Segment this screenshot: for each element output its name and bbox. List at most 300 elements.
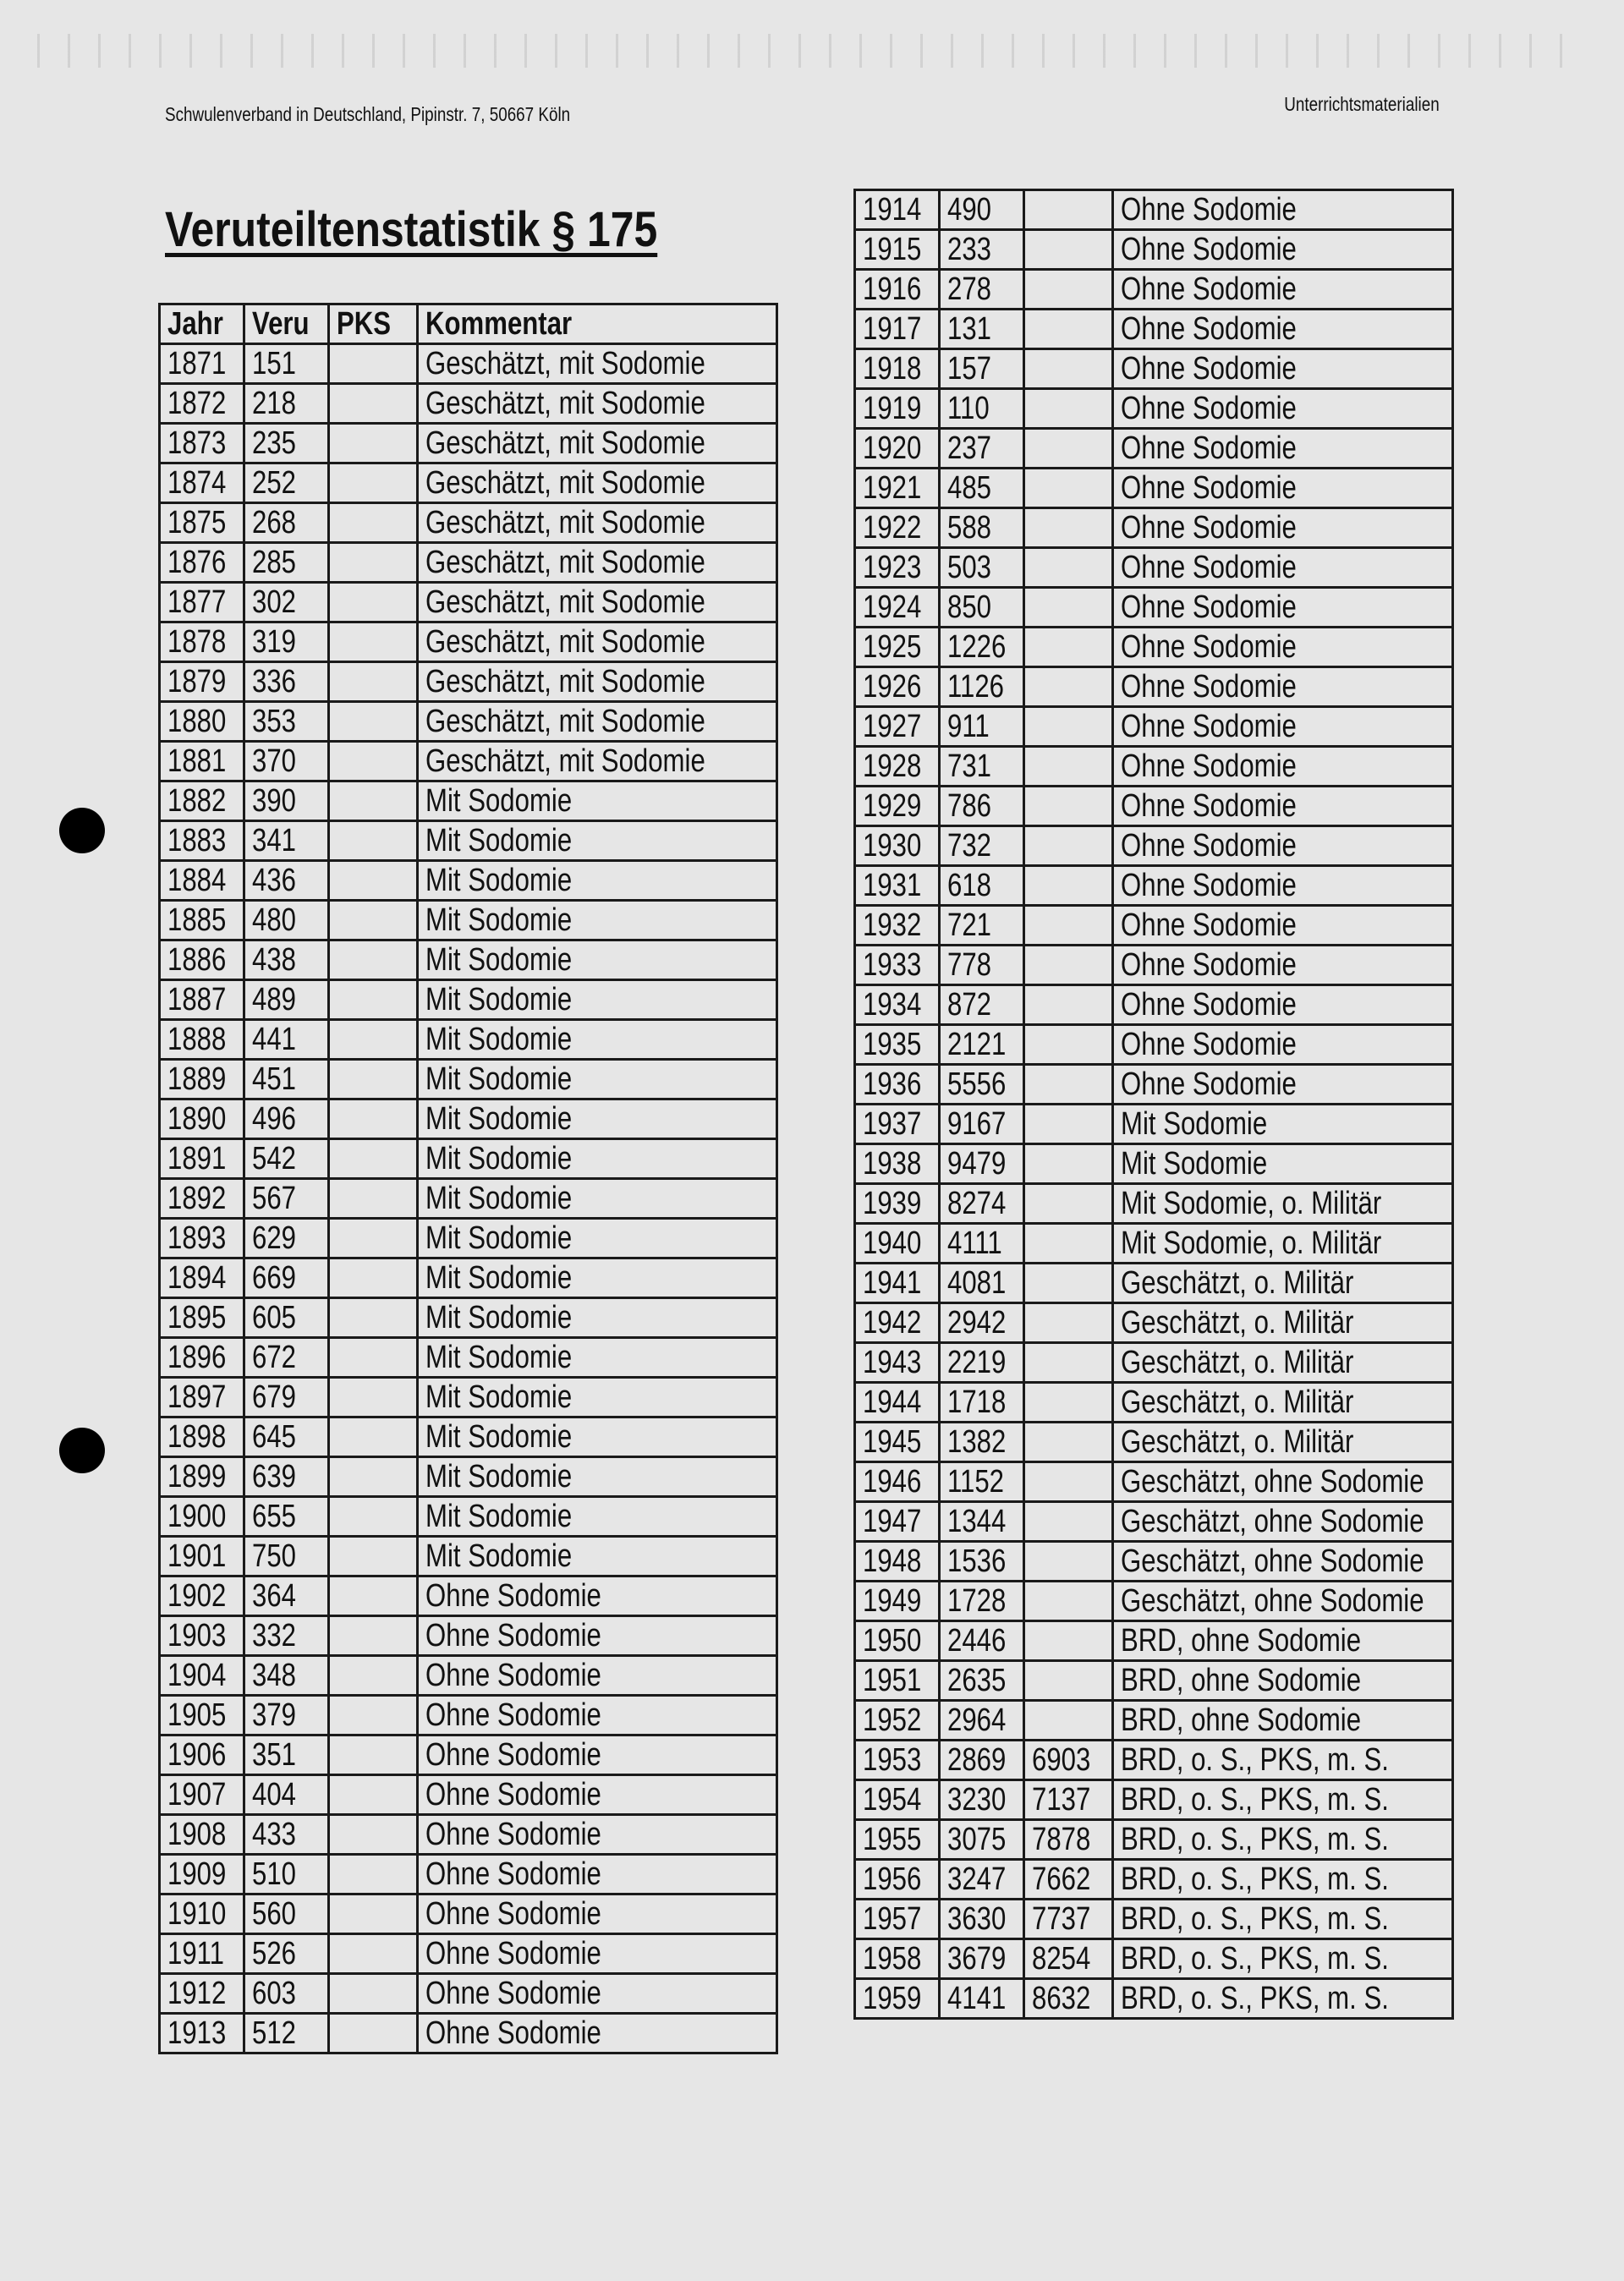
table-row [160, 861, 777, 901]
pks-cell [1024, 1303, 1113, 1343]
kommentar-cell: Mit Sodomie [418, 1060, 777, 1099]
pks-cell [1024, 389, 1113, 429]
table-row [855, 1224, 1453, 1264]
veru-cell: 588 [940, 508, 1024, 548]
kommentar-cell: Ohne Sodomie [1113, 1025, 1453, 1065]
veru-cell: 2446 [940, 1621, 1024, 1661]
kommentar-cell: BRD, o. S., PKS, m. S. [1113, 1860, 1453, 1900]
pks-cell: 8254 [1024, 1939, 1113, 1979]
table-row [160, 1457, 777, 1497]
kommentar-cell: Mit Sodomie [418, 940, 777, 980]
kommentar-cell: BRD, o. S., PKS, m. S. [1113, 1900, 1453, 1939]
pks-cell [1024, 1105, 1113, 1144]
year-cell: 1910 [160, 1894, 244, 1934]
year-cell: 1917 [855, 310, 940, 349]
pks-cell [329, 2014, 418, 2053]
pks-cell [329, 1099, 418, 1139]
year-cell: 1918 [855, 349, 940, 389]
kommentar-cell: Ohne Sodomie [1113, 866, 1453, 906]
veru-cell: 341 [244, 821, 329, 861]
veru-cell: 1718 [940, 1383, 1024, 1423]
table-row [855, 389, 1453, 429]
pks-cell [1024, 747, 1113, 787]
pks-cell [1024, 548, 1113, 588]
veru-cell: 278 [940, 270, 1024, 310]
veru-cell: 512 [244, 2014, 329, 2053]
veru-cell: 672 [244, 1338, 329, 1378]
veru-cell: 1344 [940, 1502, 1024, 1542]
scan-artifact [25, 34, 1582, 68]
table-row [855, 190, 1453, 230]
table-row [855, 270, 1453, 310]
pks-cell [1024, 270, 1113, 310]
veru-cell: 332 [244, 1616, 329, 1656]
pks-cell [1024, 866, 1113, 906]
pks-cell [329, 583, 418, 622]
pks-cell [1024, 628, 1113, 667]
table-row [160, 1537, 777, 1576]
year-cell: 1944 [855, 1383, 940, 1423]
pks-cell [1024, 1502, 1113, 1542]
statistics-table-right [853, 189, 1454, 2020]
kommentar-cell: Mit Sodomie [418, 1020, 777, 1060]
table-row [160, 1378, 777, 1417]
table-row [160, 1298, 777, 1338]
pks-cell [329, 424, 418, 463]
kommentar-cell: Ohne Sodomie [1113, 429, 1453, 469]
year-cell: 1888 [160, 1020, 244, 1060]
year-cell: 1876 [160, 543, 244, 583]
pks-cell [329, 1735, 418, 1775]
veru-cell: 1382 [940, 1423, 1024, 1462]
pks-cell [1024, 1343, 1113, 1383]
year-cell: 1875 [160, 503, 244, 543]
veru-cell: 3075 [940, 1820, 1024, 1860]
veru-cell: 351 [244, 1735, 329, 1775]
year-cell: 1890 [160, 1099, 244, 1139]
table-row [855, 1820, 1453, 1860]
year-cell: 1872 [160, 384, 244, 424]
veru-cell: 451 [244, 1060, 329, 1099]
veru-cell: 489 [244, 980, 329, 1020]
table-row [160, 1417, 777, 1457]
table-row [855, 1423, 1453, 1462]
year-cell: 1957 [855, 1900, 940, 1939]
table-row [160, 1258, 777, 1298]
veru-cell: 655 [244, 1497, 329, 1537]
year-cell: 1942 [855, 1303, 940, 1343]
year-cell: 1931 [855, 866, 940, 906]
pks-cell [329, 1934, 418, 1974]
table-row [160, 1696, 777, 1735]
table-row [160, 742, 777, 781]
pks-cell [1024, 1025, 1113, 1065]
pks-cell [1024, 1661, 1113, 1701]
kommentar-cell: Geschätzt, mit Sodomie [418, 702, 777, 742]
year-cell: 1956 [855, 1860, 940, 1900]
table-row [855, 1661, 1453, 1701]
pks-cell [329, 344, 418, 384]
table-row [855, 1065, 1453, 1105]
year-cell: 1934 [855, 985, 940, 1025]
veru-cell: 503 [940, 548, 1024, 588]
year-cell: 1895 [160, 1298, 244, 1338]
table-row [160, 901, 777, 940]
pks-cell [329, 821, 418, 861]
kommentar-cell: Mit Sodomie [418, 1258, 777, 1298]
kommentar-cell: BRD, o. S., PKS, m. S. [1113, 1939, 1453, 1979]
pks-cell [1024, 906, 1113, 946]
pks-cell [1024, 190, 1113, 230]
year-cell: 1909 [160, 1855, 244, 1894]
kommentar-cell: Ohne Sodomie [1113, 230, 1453, 270]
kommentar-cell: Geschätzt, mit Sodomie [418, 622, 777, 662]
table-row [855, 1780, 1453, 1820]
veru-cell: 1728 [940, 1582, 1024, 1621]
veru-cell: 3679 [940, 1939, 1024, 1979]
table-row [160, 384, 777, 424]
table-row [160, 1735, 777, 1775]
pks-cell [329, 1258, 418, 1298]
pks-cell [329, 1497, 418, 1537]
pks-cell [329, 1417, 418, 1457]
table-row [855, 1979, 1453, 2019]
veru-cell: 218 [244, 384, 329, 424]
kommentar-cell: Mit Sodomie [418, 1338, 777, 1378]
table-row [160, 1974, 777, 2014]
table-row [160, 1020, 777, 1060]
veru-cell: 379 [244, 1696, 329, 1735]
year-cell: 1954 [855, 1780, 940, 1820]
veru-cell: 8274 [940, 1184, 1024, 1224]
veru-cell: 390 [244, 781, 329, 821]
pks-cell [1024, 1462, 1113, 1502]
veru-cell: 348 [244, 1656, 329, 1696]
veru-cell: 302 [244, 583, 329, 622]
veru-cell: 605 [244, 1298, 329, 1338]
pks-cell [1024, 1542, 1113, 1582]
veru-cell: 778 [940, 946, 1024, 985]
kommentar-cell: Ohne Sodomie [418, 1855, 777, 1894]
veru-cell: 252 [244, 463, 329, 503]
table-row [855, 230, 1453, 270]
pks-cell [1024, 429, 1113, 469]
pks-cell [329, 742, 418, 781]
kommentar-cell: Ohne Sodomie [1113, 389, 1453, 429]
year-cell: 1882 [160, 781, 244, 821]
veru-cell: 1226 [940, 628, 1024, 667]
kommentar-cell: Geschätzt, o. Militär [1113, 1423, 1453, 1462]
veru-cell: 526 [244, 1934, 329, 1974]
table-row [855, 707, 1453, 747]
year-cell: 1907 [160, 1775, 244, 1815]
pks-cell [1024, 1065, 1113, 1105]
table-row [855, 1621, 1453, 1661]
year-cell: 1892 [160, 1179, 244, 1219]
veru-cell: 567 [244, 1179, 329, 1219]
pks-cell [329, 384, 418, 424]
pks-cell [329, 1974, 418, 2014]
table-row [160, 1855, 777, 1894]
pks-cell [329, 1338, 418, 1378]
year-cell: 1883 [160, 821, 244, 861]
veru-cell: 4081 [940, 1264, 1024, 1303]
veru-cell: 480 [244, 901, 329, 940]
pks-cell [329, 1775, 418, 1815]
kommentar-cell: Geschätzt, mit Sodomie [418, 742, 777, 781]
veru-cell: 603 [244, 1974, 329, 2014]
veru-cell: 911 [940, 707, 1024, 747]
kommentar-cell: Mit Sodomie [418, 1298, 777, 1338]
pks-cell [329, 1815, 418, 1855]
kommentar-cell: Ohne Sodomie [1113, 667, 1453, 707]
year-cell: 1894 [160, 1258, 244, 1298]
table-row [855, 1383, 1453, 1423]
table-row [160, 980, 777, 1020]
table-row [160, 1497, 777, 1537]
pks-cell [329, 861, 418, 901]
veru-cell: 669 [244, 1258, 329, 1298]
table-row [855, 1462, 1453, 1502]
column-header-veru: Veru [244, 304, 329, 344]
year-cell: 1871 [160, 344, 244, 384]
veru-cell: 9167 [940, 1105, 1024, 1144]
veru-cell: 110 [940, 389, 1024, 429]
kommentar-cell: Ohne Sodomie [1113, 508, 1453, 548]
kommentar-cell: Geschätzt, o. Militär [1113, 1383, 1453, 1423]
pks-cell [329, 940, 418, 980]
kommentar-cell: BRD, o. S., PKS, m. S. [1113, 1741, 1453, 1780]
table-row [855, 1144, 1453, 1184]
year-cell: 1947 [855, 1502, 940, 1542]
veru-cell: 2219 [940, 1343, 1024, 1383]
kommentar-cell: Mit Sodomie [418, 781, 777, 821]
pks-cell [1024, 310, 1113, 349]
year-cell: 1908 [160, 1815, 244, 1855]
year-cell: 1932 [855, 906, 940, 946]
veru-cell: 285 [244, 543, 329, 583]
table-row [160, 781, 777, 821]
year-cell: 1887 [160, 980, 244, 1020]
year-cell: 1955 [855, 1820, 940, 1860]
pks-cell [329, 980, 418, 1020]
year-cell: 1943 [855, 1343, 940, 1383]
pks-cell [329, 1378, 418, 1417]
year-cell: 1949 [855, 1582, 940, 1621]
table-row [160, 1139, 777, 1179]
veru-cell: 639 [244, 1457, 329, 1497]
year-cell: 1950 [855, 1621, 940, 1661]
veru-cell: 438 [244, 940, 329, 980]
kommentar-cell: Ohne Sodomie [1113, 826, 1453, 866]
kommentar-cell: Geschätzt, ohne Sodomie [1113, 1502, 1453, 1542]
kommentar-cell: Geschätzt, o. Militär [1113, 1343, 1453, 1383]
pks-cell: 6903 [1024, 1741, 1113, 1780]
kommentar-cell: Ohne Sodomie [1113, 628, 1453, 667]
kommentar-cell: Ohne Sodomie [418, 1815, 777, 1855]
pks-cell [329, 781, 418, 821]
table-row [855, 787, 1453, 826]
punch-hole [59, 1428, 105, 1473]
kommentar-cell: Ohne Sodomie [1113, 747, 1453, 787]
year-cell: 1922 [855, 508, 940, 548]
veru-cell: 441 [244, 1020, 329, 1060]
veru-cell: 151 [244, 344, 329, 384]
year-cell: 1903 [160, 1616, 244, 1656]
page-title: Veruteiltenstatistik § 175 [165, 202, 658, 257]
year-cell: 1946 [855, 1462, 940, 1502]
veru-cell: 336 [244, 662, 329, 702]
table-row [855, 1025, 1453, 1065]
year-cell: 1939 [855, 1184, 940, 1224]
year-cell: 1879 [160, 662, 244, 702]
year-cell: 1911 [160, 1934, 244, 1974]
kommentar-cell: Ohne Sodomie [1113, 906, 1453, 946]
year-cell: 1919 [855, 389, 940, 429]
pks-cell [1024, 1383, 1113, 1423]
veru-cell: 1536 [940, 1542, 1024, 1582]
veru-cell: 235 [244, 424, 329, 463]
table-row [855, 349, 1453, 389]
year-cell: 1936 [855, 1065, 940, 1105]
kommentar-cell: Mit Sodomie [418, 1219, 777, 1258]
year-cell: 1921 [855, 469, 940, 508]
pks-cell: 8632 [1024, 1979, 1113, 2019]
table-row [160, 1219, 777, 1258]
kommentar-cell: Mit Sodomie [418, 1537, 777, 1576]
pks-cell [329, 1894, 418, 1934]
year-cell: 1904 [160, 1656, 244, 1696]
year-cell: 1924 [855, 588, 940, 628]
year-cell: 1928 [855, 747, 940, 787]
veru-cell: 510 [244, 1855, 329, 1894]
pks-cell [1024, 1184, 1113, 1224]
kommentar-cell: Mit Sodomie [418, 821, 777, 861]
table-row [160, 821, 777, 861]
table-row [160, 503, 777, 543]
kommentar-cell: Ohne Sodomie [1113, 270, 1453, 310]
year-cell: 1906 [160, 1735, 244, 1775]
kommentar-cell: Ohne Sodomie [1113, 190, 1453, 230]
pks-cell: 7878 [1024, 1820, 1113, 1860]
table-row [160, 1576, 777, 1616]
year-cell: 1896 [160, 1338, 244, 1378]
kommentar-cell: Geschätzt, mit Sodomie [418, 583, 777, 622]
veru-cell: 433 [244, 1815, 329, 1855]
veru-cell: 9479 [940, 1144, 1024, 1184]
kommentar-cell: Ohne Sodomie [418, 1775, 777, 1815]
table-header-row [160, 304, 777, 344]
year-cell: 1926 [855, 667, 940, 707]
year-cell: 1958 [855, 1939, 940, 1979]
veru-cell: 485 [940, 469, 1024, 508]
table-row [160, 622, 777, 662]
table-row [160, 1815, 777, 1855]
veru-cell: 732 [940, 826, 1024, 866]
veru-cell: 364 [244, 1576, 329, 1616]
veru-cell: 850 [940, 588, 1024, 628]
pks-cell [329, 622, 418, 662]
table-row [160, 463, 777, 503]
kommentar-cell: Mit Sodomie [1113, 1105, 1453, 1144]
year-cell: 1953 [855, 1741, 940, 1780]
table-row [855, 508, 1453, 548]
veru-cell: 404 [244, 1775, 329, 1815]
pks-cell [329, 1656, 418, 1696]
veru-cell: 319 [244, 622, 329, 662]
pks-cell [329, 1020, 418, 1060]
year-cell: 1885 [160, 901, 244, 940]
veru-cell: 233 [940, 230, 1024, 270]
table-row [855, 866, 1453, 906]
pks-cell [1024, 1701, 1113, 1741]
category-header: Unterrichtsmaterialien [1284, 93, 1440, 115]
year-cell: 1914 [855, 190, 940, 230]
table-row [855, 1741, 1453, 1780]
table-row [855, 1343, 1453, 1383]
year-cell: 1877 [160, 583, 244, 622]
table-row [855, 1502, 1453, 1542]
pks-cell [1024, 1144, 1113, 1184]
veru-cell: 542 [244, 1139, 329, 1179]
kommentar-cell: Ohne Sodomie [418, 2014, 777, 2053]
year-cell: 1930 [855, 826, 940, 866]
table-row [855, 310, 1453, 349]
table-row [160, 1099, 777, 1139]
pks-cell [329, 1696, 418, 1735]
pks-cell [329, 543, 418, 583]
organization-header: Schwulenverband in Deutschland, Pipinstr. 7, 50667 Köln [165, 103, 571, 125]
table-row [855, 1105, 1453, 1144]
pks-cell [329, 662, 418, 702]
kommentar-cell: BRD, o. S., PKS, m. S. [1113, 1979, 1453, 2019]
kommentar-cell: Ohne Sodomie [1113, 787, 1453, 826]
year-cell: 1923 [855, 548, 940, 588]
kommentar-cell: Ohne Sodomie [418, 1735, 777, 1775]
year-cell: 1878 [160, 622, 244, 662]
pks-cell [1024, 1582, 1113, 1621]
table-row [160, 1338, 777, 1378]
year-cell: 1929 [855, 787, 940, 826]
kommentar-cell: Ohne Sodomie [418, 1696, 777, 1735]
year-cell: 1927 [855, 707, 940, 747]
kommentar-cell: Mit Sodomie [418, 1497, 777, 1537]
table-row [855, 628, 1453, 667]
veru-cell: 237 [940, 429, 1024, 469]
table-row [160, 1894, 777, 1934]
pks-cell [1024, 985, 1113, 1025]
veru-cell: 353 [244, 702, 329, 742]
year-cell: 1899 [160, 1457, 244, 1497]
table-row [855, 906, 1453, 946]
kommentar-cell: Ohne Sodomie [1113, 548, 1453, 588]
table-row [855, 1582, 1453, 1621]
veru-cell: 645 [244, 1417, 329, 1457]
kommentar-cell: Mit Sodomie [418, 1179, 777, 1219]
pks-cell [1024, 1621, 1113, 1661]
table-row [855, 826, 1453, 866]
kommentar-cell: Ohne Sodomie [1113, 707, 1453, 747]
kommentar-cell: Ohne Sodomie [1113, 985, 1453, 1025]
table-row [160, 583, 777, 622]
kommentar-cell: Geschätzt, ohne Sodomie [1113, 1582, 1453, 1621]
kommentar-cell: Ohne Sodomie [418, 1894, 777, 1934]
veru-cell: 2121 [940, 1025, 1024, 1065]
pks-cell [1024, 349, 1113, 389]
pks-cell [329, 503, 418, 543]
pks-cell [329, 1855, 418, 1894]
kommentar-cell: Mit Sodomie [418, 1099, 777, 1139]
